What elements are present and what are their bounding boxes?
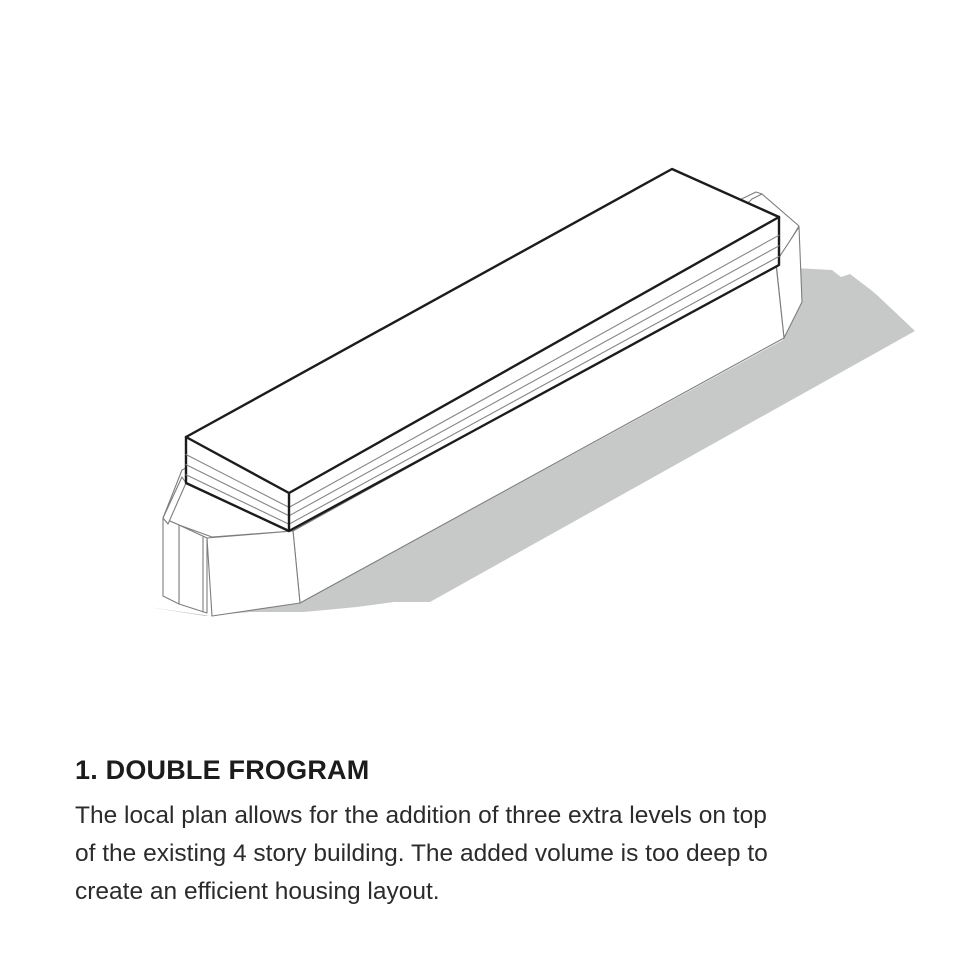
caption-line-2: of the existing 4 story building. The added volume is too deep to — [75, 840, 768, 867]
caption-line-1: The local plan allows for the addition of three extra levels on top — [75, 802, 767, 829]
caption-block — [75, 755, 915, 911]
existing-prow-step1 — [163, 518, 179, 604]
caption-line-3: create an efficient housing layout. — [75, 878, 440, 905]
caption-heading: 1. DOUBLE FROGRAM — [75, 755, 370, 785]
existing-prow-face — [207, 531, 300, 616]
